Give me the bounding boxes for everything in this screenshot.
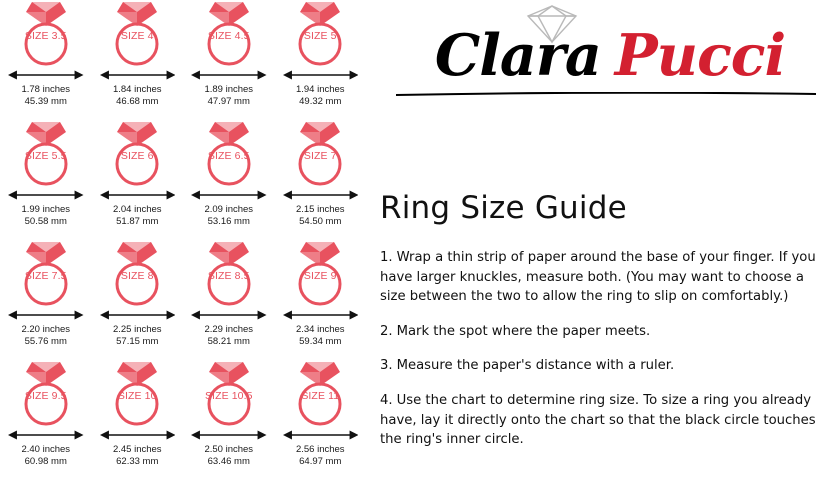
ring-inches: 2.04 inches — [112, 204, 162, 215]
ring-size-cell — [275, 240, 367, 360]
diameter-arrow — [191, 428, 267, 440]
diameter-arrow — [191, 308, 267, 320]
ring-size-cell — [275, 120, 367, 240]
ring-illustration — [92, 0, 184, 107]
instruction-step — [380, 322, 823, 342]
ring-size-label: SIZE 9 — [303, 270, 337, 282]
ring-illustration — [275, 0, 367, 107]
ring-mm: 50.58 mm — [24, 215, 67, 227]
ring-illustration — [0, 120, 92, 227]
instruction-step — [380, 356, 823, 376]
ring-measurements — [183, 204, 275, 227]
ring-mm: 51.87 mm — [116, 215, 159, 227]
ring-measurements — [0, 204, 92, 227]
diameter-arrow — [283, 428, 359, 440]
ring-inches: 1.89 inches — [204, 84, 254, 95]
ring-illustration — [275, 360, 367, 467]
ring-illustration — [275, 240, 367, 347]
ring-measurements — [275, 444, 367, 467]
guide-panel — [372, 0, 839, 501]
ring-mm: 46.68 mm — [116, 95, 159, 107]
ring-size-cell — [0, 0, 92, 120]
diameter-arrow — [191, 68, 267, 80]
ring-size-cell — [183, 240, 275, 360]
ring-size-cell — [92, 120, 184, 240]
ring-size-cell — [0, 240, 92, 360]
ring-inches: 1.99 inches — [21, 204, 71, 215]
ring-inches: 2.29 inches — [204, 324, 254, 335]
diameter-arrow — [283, 188, 359, 200]
step-text: Use the chart to determine ring size. To size a ring you already have, lay it directly onto the chart so that the black circle touches the ring's inner circle. — [380, 392, 816, 448]
diameter-arrow — [100, 68, 176, 80]
ring-inches: 2.34 inches — [295, 324, 345, 335]
ring-mm: 64.97 mm — [299, 455, 342, 467]
ring-size-cell — [92, 240, 184, 360]
ring-measurements — [275, 204, 367, 227]
ring-size-label: SIZE 10 — [117, 390, 157, 402]
ring-inches: 2.25 inches — [112, 324, 162, 335]
ring-size-cell — [183, 120, 275, 240]
ring-measurements — [275, 84, 367, 107]
ring-mm: 49.32 mm — [299, 95, 342, 107]
ring-mm: 59.34 mm — [299, 335, 342, 347]
ring-size-label: SIZE 3.5 — [24, 30, 67, 42]
ring-measurements — [183, 84, 275, 107]
ring-size-cell — [92, 0, 184, 120]
diameter-arrow — [100, 428, 176, 440]
ring-mm: 58.21 mm — [207, 335, 250, 347]
diameter-arrow — [8, 68, 84, 80]
ring-size-label: SIZE 8 — [120, 270, 154, 282]
ring-inches: 2.09 inches — [204, 204, 254, 215]
ring-measurements — [92, 84, 184, 107]
ring-illustration — [275, 120, 367, 227]
ring-size-cell — [275, 0, 367, 120]
ring-size-cell — [0, 360, 92, 480]
diameter-arrow — [8, 308, 84, 320]
ring-measurements — [0, 324, 92, 347]
brand-name-first: Clara — [434, 22, 601, 89]
ring-inches: 1.84 inches — [112, 84, 162, 95]
brand-name-last: Pucci — [614, 22, 786, 89]
ring-mm: 57.15 mm — [116, 335, 159, 347]
ring-size-cell — [275, 360, 367, 480]
ring-inches: 2.50 inches — [204, 444, 254, 455]
step-number: 4. — [380, 392, 393, 408]
ring-inches: 1.94 inches — [295, 84, 345, 95]
page-title: Ring Size Guide — [380, 190, 627, 226]
instruction-step — [380, 248, 823, 307]
ring-size-label: SIZE 9.5 — [24, 390, 67, 402]
ring-size-label: SIZE 8.5 — [207, 270, 250, 282]
step-text: Mark the spot where the paper meets. — [396, 323, 651, 339]
ring-illustration — [0, 360, 92, 467]
ring-size-label: SIZE 7.5 — [24, 270, 67, 282]
ring-size-label: SIZE 11 — [301, 390, 340, 402]
diameter-arrow — [8, 428, 84, 440]
ring-inches: 2.20 inches — [21, 324, 71, 335]
ring-size-label: SIZE 5 — [303, 30, 337, 42]
ring-mm: 60.98 mm — [24, 455, 67, 467]
ring-inches: 1.78 inches — [21, 84, 71, 95]
ring-illustration — [0, 0, 92, 107]
ring-inches: 2.45 inches — [112, 444, 162, 455]
ring-size-label: SIZE 7 — [303, 150, 337, 162]
ring-illustration — [183, 240, 275, 347]
step-text: Measure the paper's distance with a ruler. — [396, 358, 675, 374]
ring-illustration — [183, 0, 275, 107]
ring-illustration — [92, 120, 184, 227]
ring-mm: 54.50 mm — [299, 215, 342, 227]
ring-size-cell — [0, 120, 92, 240]
step-number: 2. — [380, 323, 393, 339]
ring-size-cell — [92, 360, 184, 480]
diameter-arrow — [191, 188, 267, 200]
step-number: 3. — [380, 358, 393, 374]
ring-size-label: SIZE 5.5 — [24, 150, 67, 162]
ring-mm: 63.46 mm — [207, 455, 250, 467]
ring-mm: 47.97 mm — [207, 95, 250, 107]
step-number: 1. — [380, 250, 393, 265]
ring-measurements — [275, 324, 367, 347]
ring-size-label: SIZE 4 — [120, 30, 154, 42]
ring-measurements — [92, 444, 184, 467]
instruction-step — [380, 391, 823, 450]
step-text: Wrap a thin strip of paper around the base of your finger. If you have larger knuckles, measure both. (You may want to choose a size between the two to allow the ring to slip on comfortably.) — [380, 250, 816, 305]
ring-measurements — [92, 324, 184, 347]
ring-mm: 55.76 mm — [24, 335, 67, 347]
ring-mm: 53.16 mm — [207, 215, 250, 227]
ring-illustration — [0, 240, 92, 347]
ring-measurements — [183, 324, 275, 347]
ring-measurements — [0, 444, 92, 467]
ring-illustration — [183, 120, 275, 227]
ring-mm: 62.33 mm — [116, 455, 159, 467]
ring-measurements — [0, 84, 92, 107]
ring-illustration — [92, 240, 184, 347]
diameter-arrow — [8, 188, 84, 200]
instruction-list — [380, 248, 823, 465]
ring-inches: 2.40 inches — [21, 444, 71, 455]
diameter-arrow — [100, 188, 176, 200]
ring-size-label: SIZE 4.5 — [207, 30, 250, 42]
diameter-arrow — [283, 68, 359, 80]
diameter-arrow — [283, 308, 359, 320]
ring-size-label: SIZE 10.5 — [204, 390, 253, 402]
ring-inches: 2.56 inches — [295, 444, 345, 455]
ring-size-label: SIZE 6.5 — [207, 150, 250, 162]
ring-size-chart — [0, 0, 366, 501]
ring-size-label: SIZE 6 — [120, 150, 154, 162]
ring-size-cell — [183, 0, 275, 120]
diameter-arrow — [100, 308, 176, 320]
ring-mm: 45.39 mm — [24, 95, 67, 107]
brand-logo — [372, 0, 839, 108]
brand-underline — [394, 84, 818, 88]
ring-measurements — [183, 444, 275, 467]
ring-measurements — [92, 204, 184, 227]
ring-inches: 2.15 inches — [295, 204, 345, 215]
ring-illustration — [183, 360, 275, 467]
ring-size-cell — [183, 360, 275, 480]
ring-illustration — [92, 360, 184, 467]
